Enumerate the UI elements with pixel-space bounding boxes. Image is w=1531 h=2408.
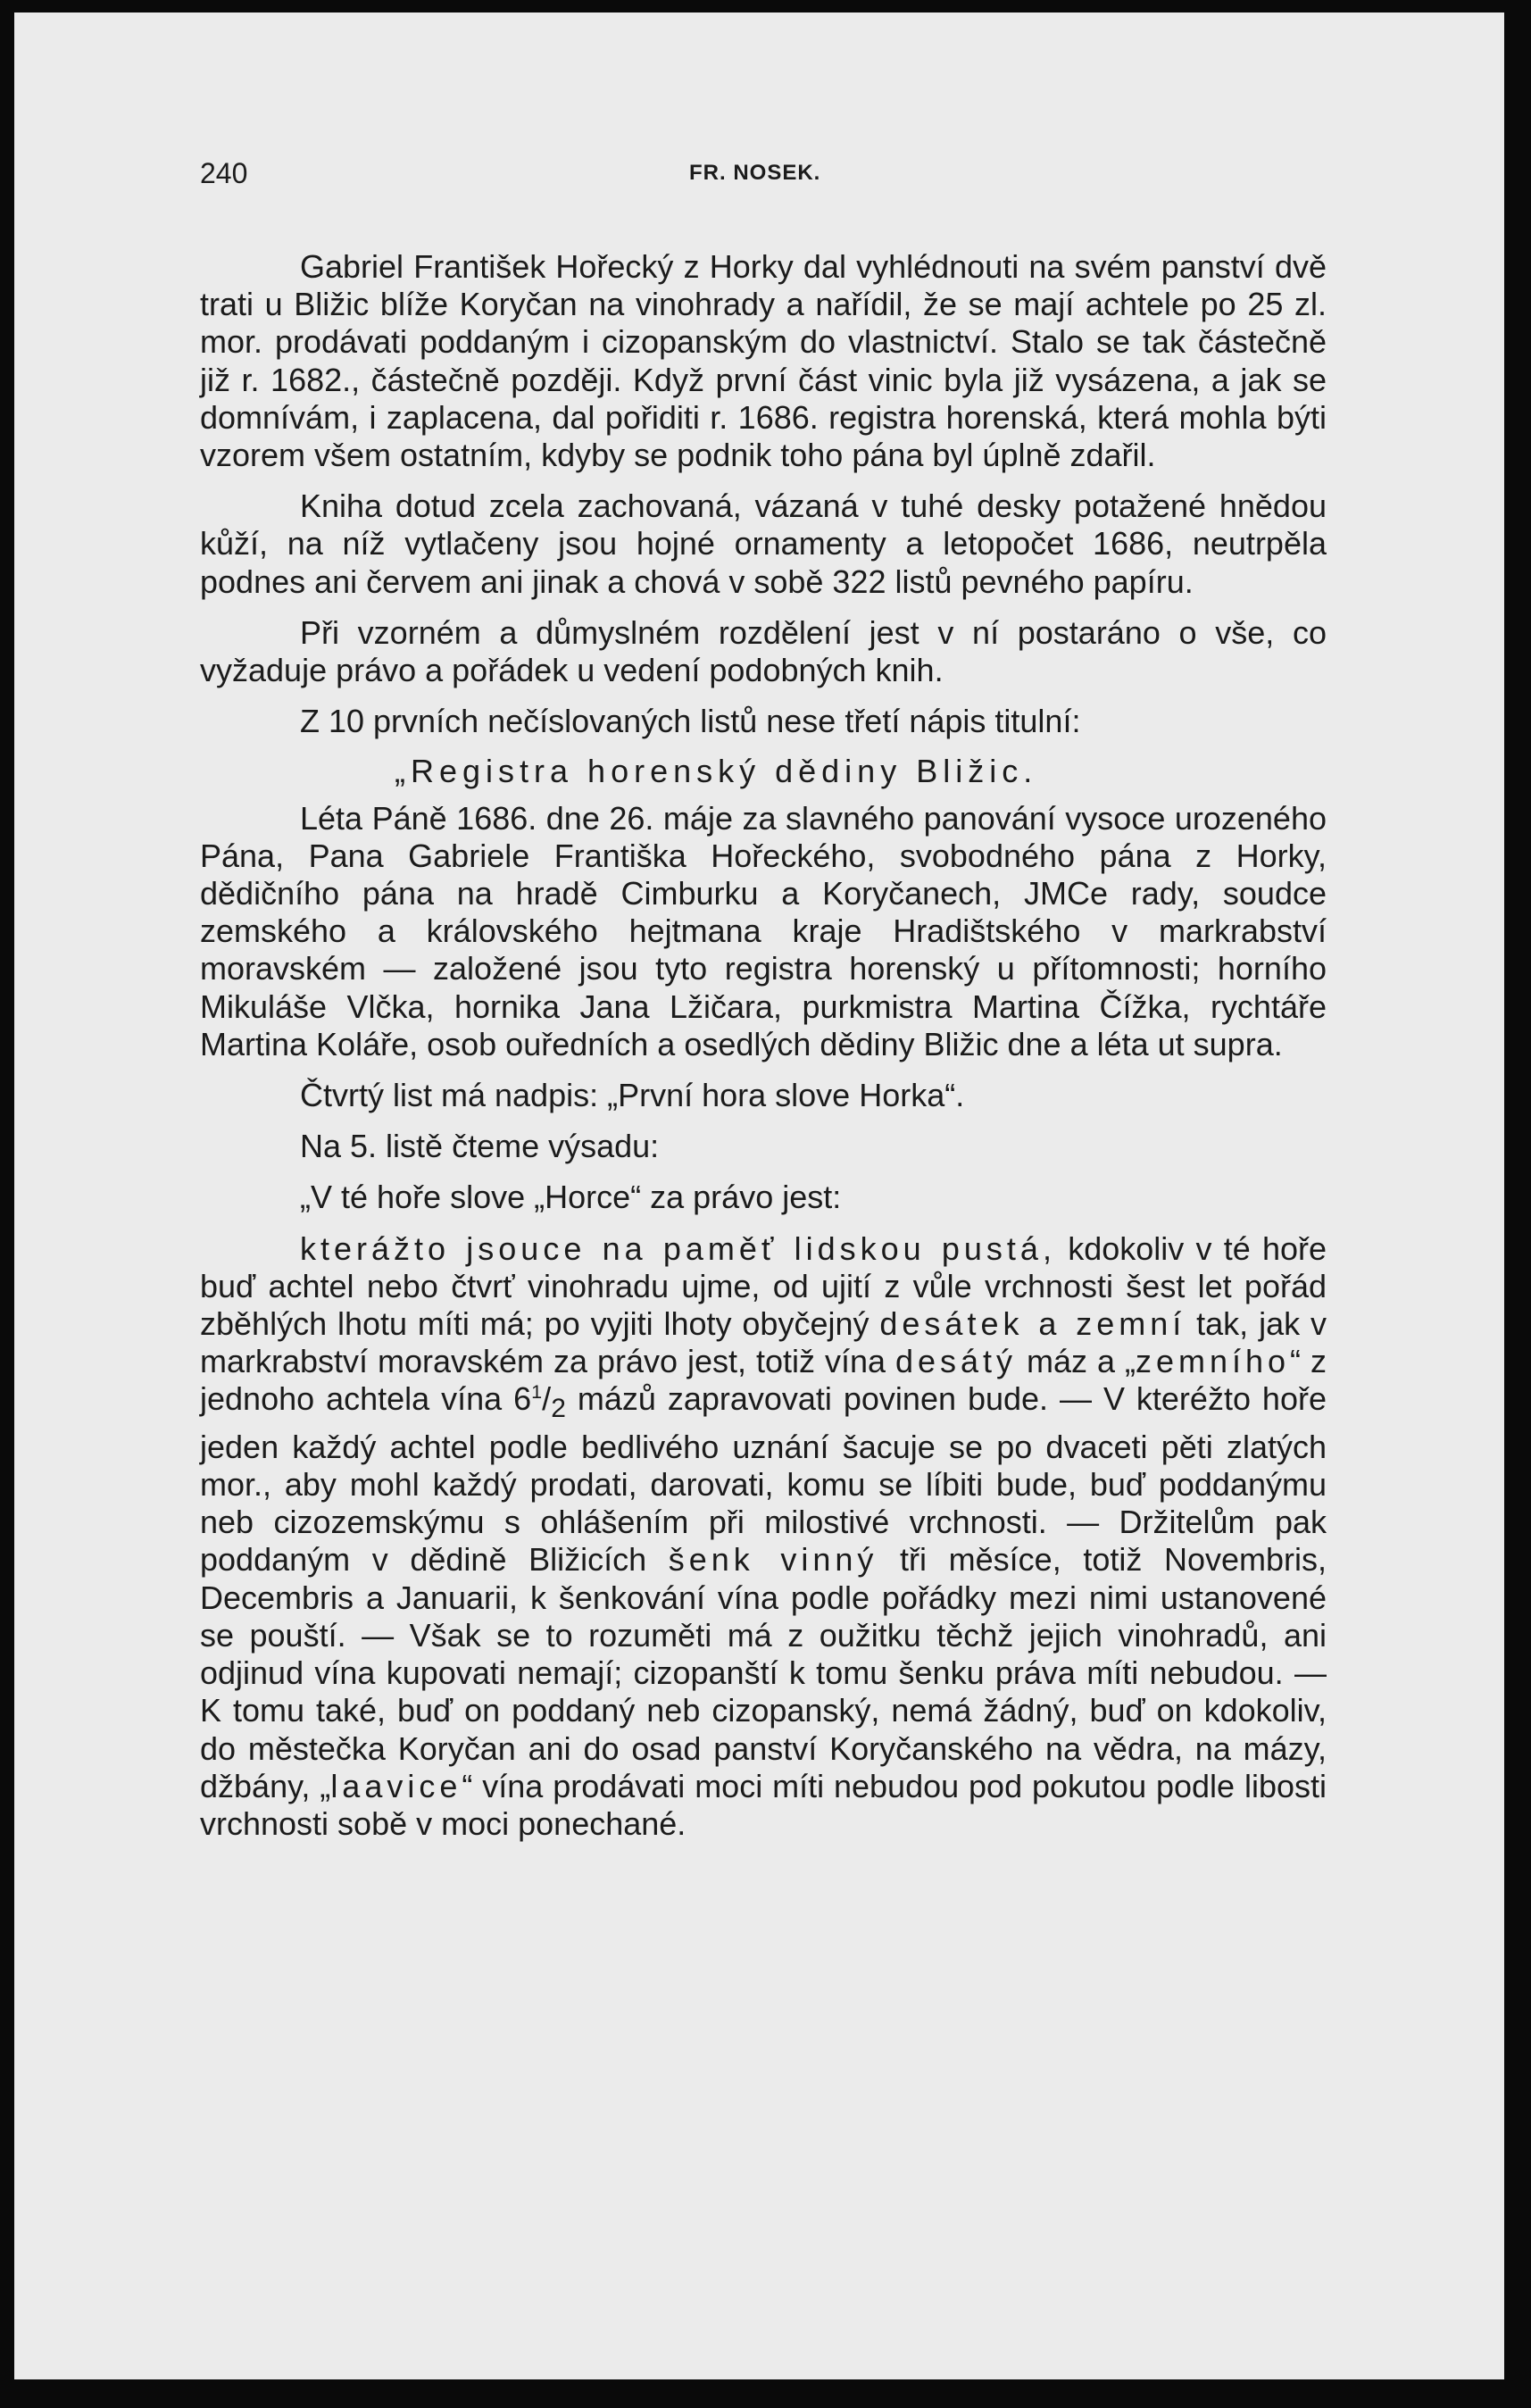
paragraph: Z 10 prvních nečíslovaných listů nese třetí nápis titulní:	[300, 703, 1081, 740]
spaced-text: šenk vinný	[668, 1541, 878, 1579]
paragraph: Léta Páně 1686. dne 26. máje za slavného panování vysoce urozeného Pána, Pana Gabriele Františka Hořeckého, svobodného pána z Horky, dědičního pána na hradě Cimburku a Koryčanech, JMCe rady, soudce zemského a královského hejtmana kraje Hradištského v markrabství moravském — založené jsou tyto registra horenský u přítomnosti; horního Mikuláše Vlčka, hornika Jana Lžičara, purkmistra Martina Čížka, rychtáře Martina Koláře, osob ouředních a osedlých dědiny Bližic dne a léta ut supra.	[200, 799, 1327, 1062]
document-title-line: „Registra horenský dědiny Bližic.	[395, 753, 1038, 790]
author-name: FR. NOSEK.	[689, 161, 821, 185]
text-run: kdokoliv v té hoře buď achtel nebo čtvrť vinohradu ujme, od ujití z vůle vrchnosti šest let pořád zběhlých lhotu míti má; po vyjiti lhoty obyčejný	[200, 1229, 1327, 1343]
page-number: 240	[200, 157, 248, 189]
text-run: “ z jednoho achtela vína 6	[200, 1343, 1327, 1418]
scan-border-left	[0, 0, 14, 2408]
spaced-text: desátý	[894, 1343, 1018, 1380]
paragraph: Gabriel František Hořecký z Horky dal vyhlédnouti na svém panství dvě trati u Bližic blíže Koryčan na vinohrady a nařídil, že se mají achtele po 25 zl. mor. prodávati poddaným i cizopanským do vlastnictví. Stalo se tak částečně již r. 1682., částečně později. Když první část vinic byla již vysázena, a jak se domnívám, i zaplacena, dal pořiditi r. 1686. registra horenská, která mohla býti vzorem všem ostatním, kdyby se podnik toho pána byl úplně zdařil.	[200, 248, 1327, 474]
text-run: tak, jak v markrabství moravském za právo jest, totiž vína	[200, 1305, 1327, 1380]
paragraph: „V té hoře slove „Horce“ za právo jest:	[300, 1179, 842, 1216]
quoted-charter-paragraph	[200, 1230, 1327, 1843]
paragraph: Čtvrtý list má nadpis: „První hora slove Horka“.	[300, 1077, 965, 1114]
fraction-denominator: 2	[551, 1394, 566, 1424]
spaced-text: laavice	[330, 1767, 462, 1804]
body-text	[200, 248, 1327, 1843]
paragraph: Na 5. listě čteme výsadu:	[300, 1128, 660, 1165]
fraction-numerator: 1	[531, 1380, 543, 1404]
text-run: máz a „	[1017, 1343, 1136, 1380]
scan-border-right	[1504, 0, 1531, 2408]
text-run: tři měsíce, totiž Novembris, Decembris a Januarii, k šenkování vína podle pořádky mezi nimi ustanovené se pouští. — Však se to rozuměti má z oužitku těchž jejich vinohradů, ani odjinud vína kupovati nemají; cizopanští k tomu šenku práva míti nebudou. — K tomu také, buď on poddaný neb cizopanský, nemá žádný, buď on kdokoliv, do městečka Koryčan ani do osad panství Koryčanského na vědra, na mázy, džbány, „	[200, 1541, 1327, 1804]
spaced-text: kterážto jsouce na paměť lidskou pustá,	[300, 1229, 1056, 1267]
spaced-text: desátek a zemní	[879, 1305, 1186, 1343]
paragraph: Kniha dotud zcela zachovaná, vázaná v tuhé desky potažené hnědou kůží, na níž vytlačeny jsou hojné ornamenty a letopočet 1686, neutrpěla podnes ani červem ani jinak a chová v sobě 322 listů pevného papíru.	[200, 487, 1327, 600]
spaced-text: zemního	[1135, 1343, 1291, 1380]
running-head	[200, 157, 1325, 193]
scan-border-bottom	[0, 2379, 1531, 2408]
paragraph: Při vzorném a důmyslném rozdělení jest v ní postaráno o vše, co vyžaduje právo a pořádek u vedení podobných knih.	[200, 613, 1327, 689]
text-run: mázů zapravovati povinen bude. — V kteréžto hoře jeden každý achtel podle bedlivého uznání šacuje se po dvaceti pěti zlatých mor., aby mohl každý prodati, darovati, komu se líbiti bude, buď poddanýmu neb cizozemskýmu s ohlášením při milostivé vrchnosti. — Držitelům pak poddaným v dědině Bližicích	[200, 1380, 1327, 1579]
fraction-slash: /	[542, 1380, 552, 1418]
scan-border-top	[0, 0, 1531, 12]
text-run: “ vína prodávati moci míti nebudou pod pokutou podle libosti vrchnosti sobě v moci ponechané.	[200, 1767, 1327, 1842]
